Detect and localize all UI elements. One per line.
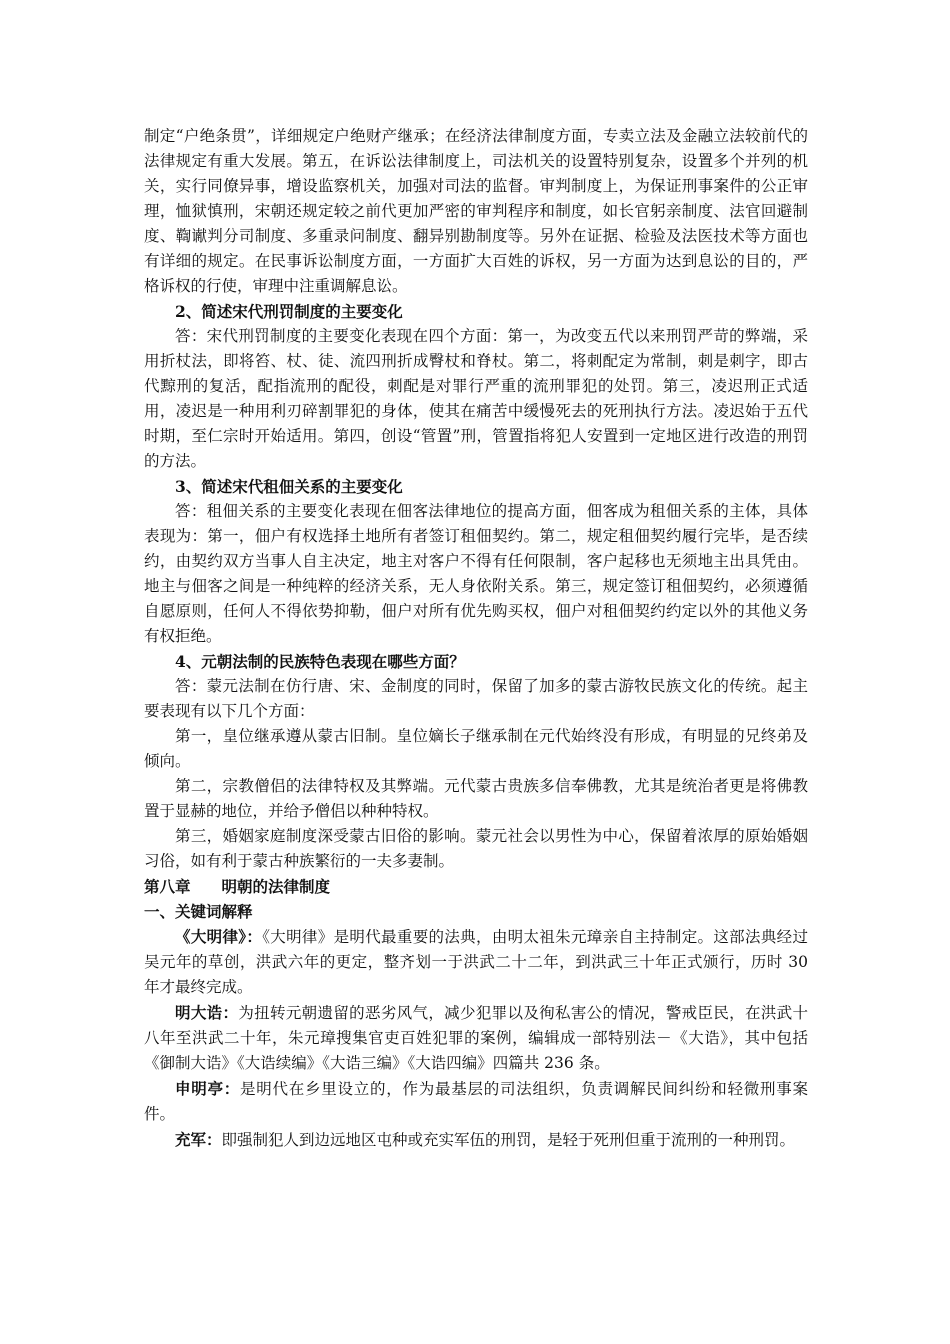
- term-definition: [144, 1000, 808, 1076]
- chapter-title: 第八章 明朝的法律制度: [144, 877, 331, 896]
- term-label: 申明亭：: [175, 1079, 240, 1098]
- question-3-heading: 3、简述宋代租佃关系的主要变化: [175, 477, 403, 496]
- term-text: 是明代在乡里设立的，作为最基层的司法组织，负责调解民间纠纷和轻微刑事案件。: [144, 1080, 808, 1123]
- term-label: 充军：: [175, 1130, 222, 1149]
- question-4-heading: 4、元朝法制的民族特色表现在哪些方面？: [175, 652, 465, 671]
- term-label: 明大诰：: [175, 1003, 239, 1022]
- question-4-point-3: 第三，婚姻家庭制度深受蒙古旧俗的影响。蒙元社会以男性为中心，保留着浓厚的原始婚姻习俗，如有利于蒙古种族繁衍的一夫多妻制。: [144, 827, 808, 870]
- term-text: 即强制犯人到边远地区屯种或充实军伍的刑罚，是轻于死刑但重于流刑的一种刑罚。: [221, 1131, 796, 1149]
- question-2-answer: 答：宋代刑罚制度的主要变化表现在四个方面：第一，为改变五代以来刑罚严苛的弊端，采用折杖法，即将笞、杖、徒、流四刑折成臀杖和脊杖。第二，将刺配定为常制，刺是刺字，即古代黥刑的复活，配指流刑的配役，刺配是对罪行严重的流刑罪犯的处罚。第三，凌迟刑正式适用，凌迟是一种用利刃碎割罪犯的身体，使其在痛苦中缓慢死去的死刑执行方法。凌迟始于五代时期，至仁宗时开始适用。第四，创设“管置”刑，管置指将犯人安置到一定地区进行改造的刑罚的方法。: [144, 327, 808, 470]
- section-heading: 一、关键词解释: [144, 902, 253, 921]
- term-text: 为扭转元朝遗留的恶劣风气，减少犯罪以及徇私害公的情况，警戒臣民，在洪武十八年至洪武二十年，朱元璋搜集官吏百姓犯罪的案例，编辑成一部特别法－《大诰》，其中包括《御制大诰》《大诰续编》《大诰三编》《大诰四编》四篇共 236 条。: [144, 1004, 808, 1072]
- term-definition: [144, 1076, 808, 1127]
- term-definition: [144, 924, 808, 1000]
- term-label: 《大明律》：: [175, 927, 263, 946]
- term-definition: [144, 1127, 808, 1153]
- term-text: 《大明律》是明代最重要的法典，由明太祖朱元璋亲自主持制定。这部法典经过吴元年的草创，洪武六年的更定，整齐划一于洪武二十二年，到洪武三十年正式颁行，历时 30 年才最终完成。: [144, 928, 808, 996]
- question-4-point-1: 第一，皇位继承遵从蒙古旧制。皇位嫡长子继承制在元代始终没有形成，有明显的兄终弟及倾向。: [144, 727, 808, 770]
- document-page: [144, 124, 808, 1153]
- question-4-point-2: 第二，宗教僧侣的法律特权及其弊端。元代蒙古贵族多信奉佛教，尤其是统治者更是将佛教置于显赫的地位，并给予僧侣以种种特权。: [144, 777, 808, 820]
- question-4-answer: 答：蒙元法制在仿行唐、宋、金制度的同时，保留了加多的蒙古游牧民族文化的传统。起主要表现有以下几个方面：: [144, 677, 808, 720]
- question-2-heading: 2、简述宋代刑罚制度的主要变化: [175, 302, 403, 321]
- intro-paragraph: 制定“户绝条贯”，详细规定户绝财产继承；在经济法律制度方面，专卖立法及金融立法较前代的法律规定有重大发展。第五，在诉讼法律制度上，司法机关的设置特别复杂，设置多个并列的机关，实行同僚异事，增设监察机关，加强对司法的监督。审判制度上，为保证刑事案件的公正审理，恤狱慎刑，宋朝还规定较之前代更加严密的审判程序和制度，如长官躬亲制度、法官回避制度、鞫谳判分司制度、多重录问制度、翻异别勘制度等。另外在证据、检验及法医技术等方面也有详细的规定。在民事诉讼制度方面，一方面扩大百姓的诉权，另一方面为达到息讼的目的，严格诉权的行使，审理中注重调解息讼。: [144, 127, 808, 295]
- question-3-answer: 答：租佃关系的主要变化表现在佃客法律地位的提高方面，佃客成为租佃关系的主体，具体表现为：第一，佃户有权选择土地所有者签订租佃契约。第二，规定租佃契约履行完毕，是否续约，由契约双方当事人自主决定，地主对客户不得有任何限制，客户起移也无须地主出具凭由。地主与佃客之间是一种纯粹的经济关系，无人身依附关系。第三，规定签订租佃契约，必须遵循自愿原则，任何人不得依势抑勒，佃户对所有优先购买权，佃户对租佃契约约定以外的其他义务有权拒绝。: [144, 502, 808, 645]
